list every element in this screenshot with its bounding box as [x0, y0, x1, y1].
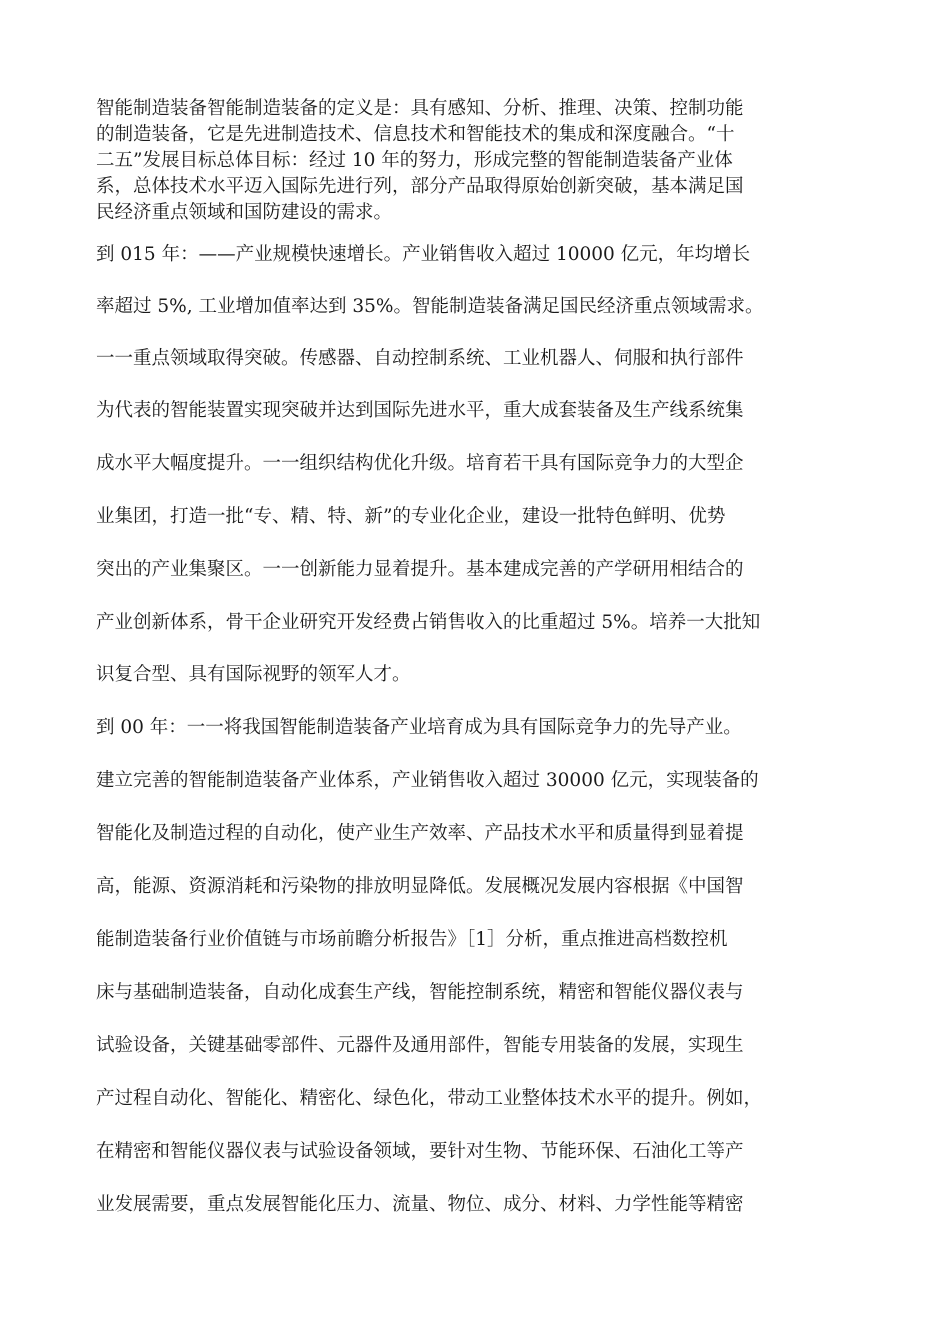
body-line: 识复合型、具有国际视野的领军人才。	[96, 664, 411, 685]
body-line: 到 00 年：一一将我国智能制造装备产业培育成为具有国际竞争力的先导产业。	[96, 717, 742, 738]
body-line: 率超过 5%, 工业增加值率达到 35%。智能制造装备满足国民经济重点领域需求。	[96, 296, 764, 317]
body-line: 智能化及制造过程的自动化，使产业生产效率、产品技术水平和质量得到显着提	[96, 823, 744, 844]
intro-paragraph	[96, 96, 856, 226]
body-line: 成水平大幅度提升。一一组织结构优化升级。培育若干具有国际竞争力的大型企	[96, 453, 744, 474]
body-line: 床与基础制造装备，自动化成套生产线，智能控制系统，精密和智能仪器仪表与	[96, 982, 744, 1003]
body-line: 业发展需要，重点发展智能化压力、流量、物位、成分、材料、力学性能等精密	[96, 1194, 744, 1215]
body-line: 业集团，打造一批“专、精、特、新”的专业化企业，建设一批特色鲜明、优势	[96, 506, 726, 527]
body-line: 在精密和智能仪器仪表与试验设备领域，要针对生物、节能环保、石油化工等产	[96, 1141, 744, 1162]
intro-line: 的制造装备，它是先进制造技术、信息技术和智能技术的集成和深度融合。“十	[96, 124, 735, 145]
body-line: 到 015 年：——产业规模快速增长。产业销售收入超过 10000 亿元，年均增长	[96, 244, 751, 265]
body-line: 能制造装备行业价值链与市场前瞻分析报告》［1］分析，重点推进高档数控机	[96, 929, 728, 950]
body-line: 突出的产业集聚区。一一创新能力显着提升。基本建成完善的产学研用相结合的	[96, 559, 744, 580]
intro-line: 二五”发展目标总体目标：经过 10 年的努力，形成完整的智能制造装备产业体	[96, 150, 733, 171]
body-line: 产过程自动化、智能化、精密化、绿色化，带动工业整体技术水平的提升。例如，	[96, 1088, 763, 1109]
body-line: 试验设备，关键基础零部件、元器件及通用部件，智能专用装备的发展，实现生	[96, 1035, 744, 1056]
body-line: 高，能源、资源消耗和污染物的排放明显降低。发展概况发展内容根据《中国智	[96, 876, 744, 897]
body-line: 一一重点领域取得突破。传感器、自动控制系统、工业机器人、伺服和执行部件	[96, 348, 744, 369]
body-line: 为代表的智能装置实现突破并达到国际先进水平，重大成套装备及生产线系统集	[96, 400, 744, 421]
intro-line: 民经济重点领域和国防建设的需求。	[96, 202, 393, 223]
body-line: 建立完善的智能制造装备产业体系，产业销售收入超过 30000 亿元，实现装备的	[96, 770, 759, 791]
intro-line: 智能制造装备智能制造装备的定义是：具有感知、分析、推理、决策、控制功能	[96, 98, 744, 119]
intro-line: 系，总体技术水平迈入国际先进行列，部分产品取得原始创新突破，基本满足国	[96, 176, 744, 197]
body-line: 产业创新体系，骨干企业研究开发经费占销售收入的比重超过 5%。培养一大批知	[96, 612, 761, 633]
